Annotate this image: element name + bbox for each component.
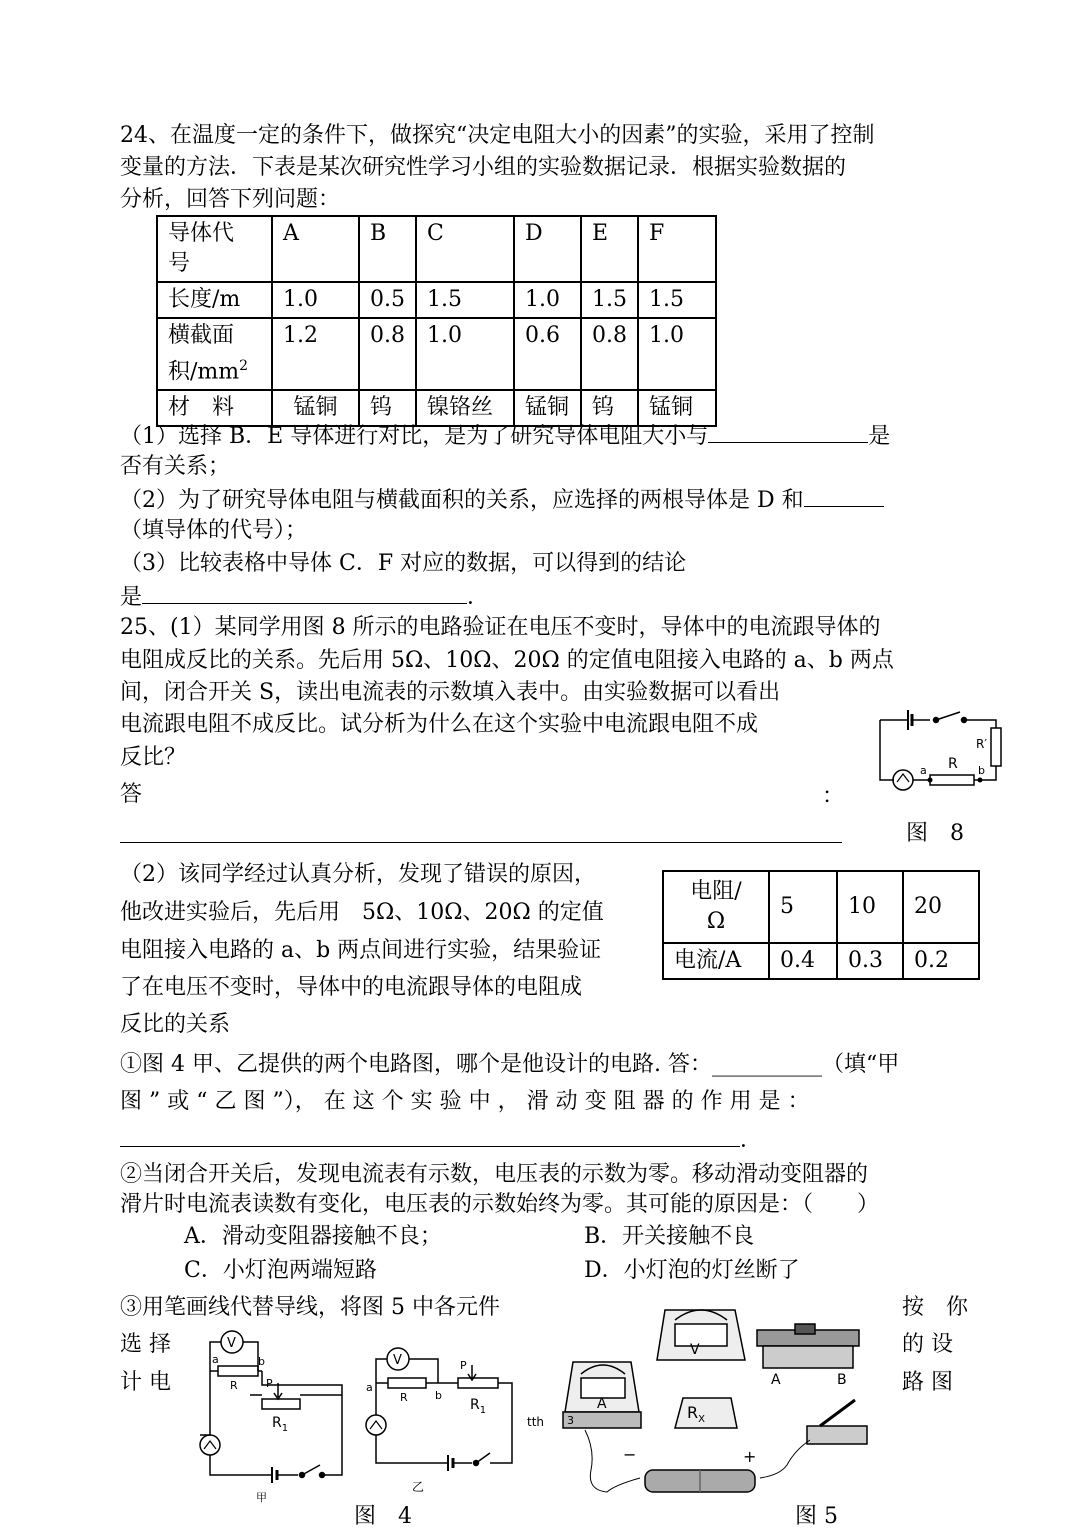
q25-s3-left-3: 计 电 — [120, 1370, 171, 1395]
rheostat-r1-label: $R_1$ — [470, 1397, 487, 1416]
table-cell: 锰铜 — [638, 390, 716, 426]
table-cell: 0.8 — [359, 318, 416, 390]
point-a-label: a — [920, 764, 927, 777]
q25-s2-line-2: 滑片时电流表读数有变化，电压表的示数始终为零。其可能的原因是：（ ） — [120, 1192, 880, 1217]
q25-s3-left-2: 选 择 — [120, 1332, 171, 1357]
q24-line-2: 变量的方法．下表是某次研究性学习小组的实验数据记录．根据实验数据的 — [120, 155, 847, 180]
q25-line-5: 反比？ — [120, 745, 187, 770]
resistor-r-label: R — [400, 1391, 408, 1404]
table-cell: F — [638, 216, 716, 282]
table-header-cell: 材 料 — [157, 390, 272, 426]
table-cell: 0.8 — [581, 318, 638, 390]
option-a[interactable]: A．滑动变阻器接触不良； — [184, 1224, 442, 1249]
table-cell: 钨 — [359, 390, 416, 426]
table-header-cell: 横截面 积$/mm^2$ — [157, 318, 272, 390]
table-cell: 0.6 — [514, 318, 581, 390]
table-row — [157, 216, 716, 282]
table-cell: 1.0 — [416, 318, 514, 390]
answer-blank[interactable] — [120, 1124, 740, 1147]
option-c[interactable]: C．小灯泡两端短路 — [184, 1258, 377, 1283]
figure-4-circuits — [190, 1325, 550, 1505]
rheostat-terminal-b: B — [837, 1372, 847, 1388]
q25-p2-line-5: 反比的关系 — [120, 1012, 231, 1037]
rheostat-terminal-a: A — [771, 1372, 781, 1388]
answer-blank[interactable] — [804, 484, 884, 507]
figure-8-circuit — [868, 700, 1008, 800]
option-b[interactable]: B．开关接触不良 — [584, 1224, 755, 1249]
table-header-cell: 长度/m — [157, 282, 272, 318]
q24-sub3-cont: 是 ． — [120, 581, 489, 613]
q24-sub2: （2）为了研究导体电阻与横截面积的关系，应选择的两根导体是 D 和 — [120, 484, 884, 516]
table-cell: D — [514, 216, 581, 282]
q24-sub2-cont: （填导体的代号）； — [120, 518, 308, 543]
q25-p2-line-2: 他改进实验后，先后用 5Ω、10Ω、20Ω 的定值 — [120, 900, 604, 925]
table-cell: 1.5 — [581, 282, 638, 318]
q25-answer-label: 答 — [120, 782, 143, 807]
ammeter-terminal-3: 3 — [567, 1414, 574, 1427]
option-d[interactable]: D．小灯泡的灯丝断了 — [584, 1258, 800, 1283]
table-header-cell: 电阻/ Ω — [663, 871, 769, 943]
answer-blank[interactable] — [120, 842, 842, 843]
q25-p2-line-3: 电阻接入电路的 a、b 两点间进行实验，结果验证 — [120, 938, 602, 963]
table-cell: 0.3 — [837, 943, 903, 979]
q25-line-1: 25、(1）某同学用图 8 所示的电路验证在电压不变时，导体中的电流跟导体的 — [120, 615, 881, 640]
battery-positive-label: + — [743, 1447, 757, 1466]
ammeter-a-label: A — [597, 1396, 607, 1412]
q25-s1-line-2: 图 ” 或 “ 乙 图 ”）， 在 这 个 实 验 中 ， 滑 动 变 阻 器 的 作 用 是 ： — [120, 1089, 810, 1114]
r-label: R — [948, 756, 958, 772]
q25-p2-line-1: （2）该同学经过认真分析，发现了错误的原因， — [120, 862, 596, 887]
table-cell: 20 — [903, 871, 979, 943]
r-prime-label: R′ — [976, 737, 988, 751]
diagram-yi-label: 乙 — [412, 1480, 425, 1494]
q25-line-3: 间，闭合开关 S，读出电流表的示数填入表中。由实验数据可以看出 — [120, 680, 781, 705]
conductor-table — [156, 215, 717, 427]
point-a-label: a — [212, 1353, 219, 1366]
q25-answer-colon: ： — [822, 784, 845, 809]
q24-sub1: （1）选择 B．E 导体进行对比，是为了研究导体电阻大小与 是 — [120, 420, 890, 452]
table-row — [157, 318, 716, 390]
point-b-label: b — [978, 764, 985, 777]
q25-p2-line-4: 了在电压不变时，导体中的电流跟导体的电阻成 — [120, 975, 583, 1000]
table-cell: 1.0 — [272, 282, 359, 318]
table-cell: 0.2 — [903, 943, 979, 979]
battery-negative-label: − — [623, 1445, 637, 1464]
q25-line-2: 电阻成反比的关系。先后用 5Ω、10Ω、20Ω 的定值电阻接入电路的 a、b 两点 — [120, 648, 894, 673]
table-cell: 0.4 — [769, 943, 837, 979]
table-header-cell: 电流/A — [663, 943, 769, 979]
point-b-label: b — [435, 1389, 442, 1402]
figure-5-components — [525, 1300, 890, 1505]
q24-line-1: 24、在温度一定的条件下，做探究“决定电阻大小的因素”的实验，采用了控制 — [120, 123, 875, 148]
figure-8-caption: 图 8 — [906, 821, 964, 846]
ammeter-terminal-text: tth — [527, 1415, 545, 1429]
table-row — [663, 871, 979, 943]
q25-s3-right-3: 路 图 — [902, 1370, 953, 1395]
slider-p-label: P — [460, 1359, 467, 1372]
table-row — [663, 943, 979, 979]
table-cell: 1.5 — [416, 282, 514, 318]
table-cell: A — [272, 216, 359, 282]
table-cell: 1.2 — [272, 318, 359, 390]
table-cell: C — [416, 216, 514, 282]
table-cell: E — [581, 216, 638, 282]
voltmeter-symbol: V — [227, 1336, 236, 1351]
q25-s3-right-2: 的 设 — [902, 1332, 953, 1357]
q24-sub3: （3）比较表格中导体 C．F 对应的数据，可以得到的结论 — [120, 551, 687, 576]
q25-s3-line-1: ③用笔画线代替导线，将图 5 中各元件 — [120, 1295, 500, 1320]
table-cell: 0.5 — [359, 282, 416, 318]
table-cell: 钨 — [581, 390, 638, 426]
slider-p-label: P — [266, 1377, 273, 1390]
point-a-label: a — [366, 1381, 373, 1394]
table-cell: 1.0 — [514, 282, 581, 318]
table-cell: 1.5 — [638, 282, 716, 318]
q25-s1-line-1: ①图 4 甲、乙提供的两个电路图，哪个是他设计的电路. 答：__________（填“甲 — [120, 1052, 900, 1077]
q24-line-3: 分析，回答下列问题： — [120, 187, 341, 212]
table-cell: 10 — [837, 871, 903, 943]
rx-label: $R_X$ — [687, 1403, 705, 1425]
q25-line-4: 电流跟电阻不成反比。试分析为什么在这个实验中电流跟电阻不成 — [120, 712, 759, 737]
table-cell: B — [359, 216, 416, 282]
voltmeter-v-label: V — [690, 1342, 700, 1358]
q25-s3-right-1: 按 你 — [902, 1295, 969, 1320]
table-header-cell: 导体代 号 — [157, 216, 272, 282]
resistor-r-label: R — [230, 1379, 238, 1392]
figure-4-caption: 图 4 — [354, 1504, 412, 1529]
table-cell: 锰铜 — [272, 390, 359, 426]
answer-blank[interactable] — [142, 581, 467, 604]
resistance-current-table — [662, 870, 980, 980]
table-row — [157, 282, 716, 318]
q25-s2-line-1: ②当闭合开关后，发现电流表有示数，电压表的示数为零。移动滑动变阻器的 — [120, 1162, 869, 1187]
voltmeter-symbol: V — [393, 1353, 402, 1368]
table-cell: 镍铬丝 — [416, 390, 514, 426]
q24-sub1-cont: 否有关系； — [120, 454, 231, 479]
answer-blank[interactable] — [708, 420, 868, 443]
rheostat-r1-label: $R_1$ — [272, 1415, 289, 1434]
figure-5-caption: 图 5 — [795, 1504, 838, 1529]
table-cell: 1.0 — [638, 318, 716, 390]
table-cell: 锰铜 — [514, 390, 581, 426]
q25-s1-line-3: ． — [120, 1124, 762, 1156]
point-b-label: b — [258, 1355, 265, 1368]
table-cell: 5 — [769, 871, 837, 943]
diagram-jia-label: 甲 — [256, 1491, 267, 1504]
